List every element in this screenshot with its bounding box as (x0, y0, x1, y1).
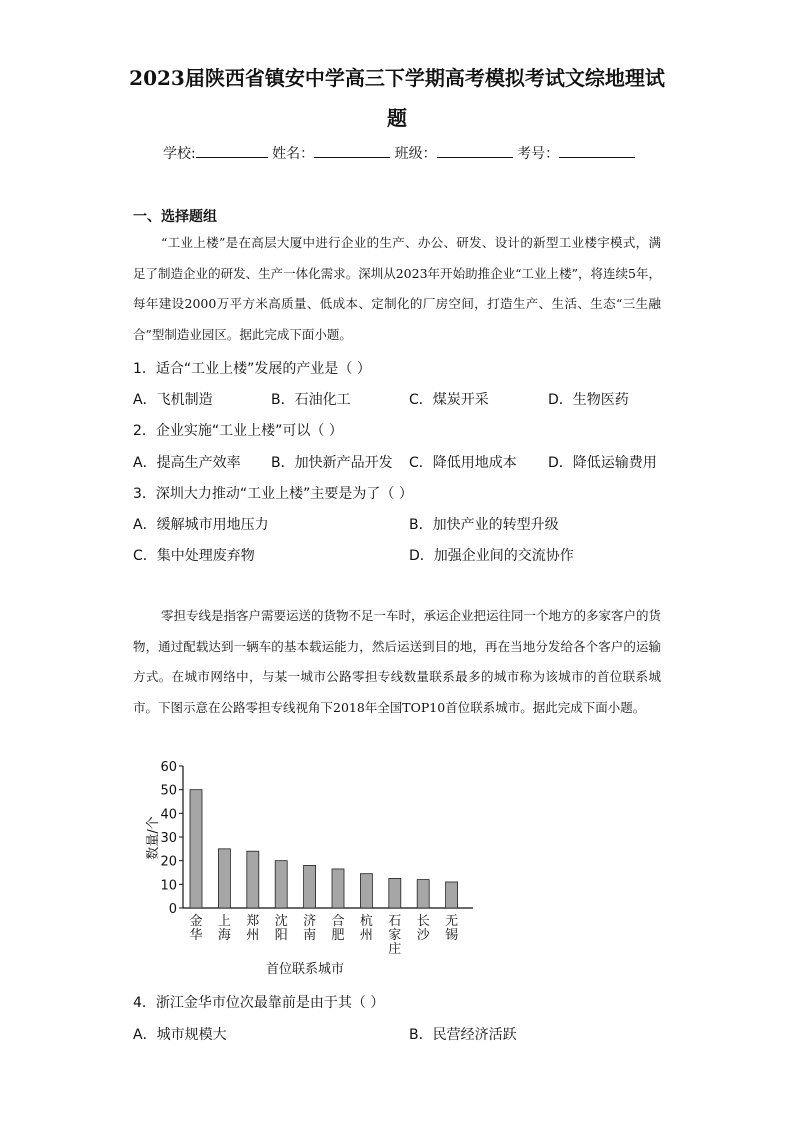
student-info-row (163, 143, 635, 163)
category-label: 海 (217, 928, 231, 943)
category-label: 肥 (331, 928, 345, 943)
passage-2-text: 零担专线是指客户需要运送的货物不足一车时，承运企业把运往同一个地方的多家客户的货物，通过配载达到一辆车的基本载运能力，然后运送到目的地，再在当地分发给各个客户的运输方式。在城市网络中，与某一城市公路零担专线数量联系最多的城市称为该城市的首位联系城市。下图示意在公路零担专线视角下2018年全国TOP10首位联系城市。据此完成下面小题。 (133, 608, 662, 716)
category-label: 沈 (274, 914, 288, 929)
passage-1 (133, 228, 661, 351)
class-label: 班级： (394, 146, 437, 162)
question-2-stem: 2．企业实施“工业上楼”可以（ ） (133, 423, 343, 439)
category-label: 沙 (416, 928, 430, 943)
question-3-option-b[interactable]: B．加快产业的转型升级 (409, 517, 559, 533)
bar (275, 861, 287, 908)
section-heading: 一、选择题组 (133, 209, 217, 225)
exam-number-blank[interactable] (559, 143, 635, 158)
question-2-option-a[interactable]: A．提高生产效率 (133, 455, 241, 471)
category-label: 阳 (274, 928, 288, 943)
passage-1-text: “工业上楼”是在高层大厦中进行企业的生产、办公、研发、设计的新型工业楼宇模式，满足了制造企业的研发、生产一体化需求。深圳从2023年开始助推企业“工业上楼”，将连续5年，每年建设2000万平方米高质量、低成本、定制化的厂房空间，打造生产、生活、生态“三生融合”型制造业园区。据此完成下面小题。 (133, 235, 661, 343)
category-label: 长 (416, 914, 430, 929)
bar (332, 869, 344, 908)
exam-number-label: 考号： (517, 146, 560, 162)
question-2-option-b[interactable]: B．加快新产品开发 (271, 455, 393, 471)
category-label: 金 (189, 914, 203, 929)
category-label: 锡 (445, 928, 459, 943)
bar (389, 878, 401, 908)
title-line-2: 题 (387, 106, 407, 130)
question-3-option-c[interactable]: C．集中处理废弃物 (133, 548, 255, 564)
question-4-option-a[interactable]: A．城市规模大 (133, 1027, 227, 1043)
school-blank[interactable] (196, 143, 268, 158)
bar-chart (140, 756, 490, 981)
y-tick-label: 40 (160, 807, 177, 823)
bar (446, 882, 458, 908)
title-line-1: 2023届陕西省镇安中学高三下学期高考模拟考试文综地理试 (129, 66, 665, 90)
passage-2 (133, 601, 661, 724)
bar (417, 880, 429, 908)
y-tick-label: 30 (160, 831, 177, 846)
question-3-option-d[interactable]: D．加强企业间的交流协作 (409, 548, 574, 564)
question-2-option-c[interactable]: C．降低用地成本 (409, 455, 517, 471)
category-label: 家 (388, 928, 402, 943)
y-tick-label: 50 (160, 783, 177, 799)
bar (218, 849, 230, 908)
category-label: 州 (246, 928, 260, 943)
category-label: 州 (359, 928, 373, 943)
question-3-option-a[interactable]: A．缓解城市用地压力 (133, 517, 269, 533)
page-title (100, 58, 694, 138)
name-label: 姓名： (272, 146, 315, 162)
question-1-option-c[interactable]: C．煤炭开采 (409, 392, 489, 408)
question-3-stem: 3．深圳大力推动“工业上楼”主要是为了（ ） (133, 486, 413, 502)
question-2-option-d[interactable]: D．降低运输费用 (548, 455, 657, 471)
y-tick-label: 60 (160, 760, 177, 775)
category-label: 庄 (388, 942, 402, 957)
name-blank[interactable] (314, 143, 390, 158)
question-1-option-d[interactable]: D．生物医药 (548, 392, 629, 408)
y-axis-label: 数量/个 (146, 816, 161, 860)
category-label: 南 (303, 928, 317, 943)
category-label: 济 (303, 914, 317, 929)
category-label: 合 (331, 914, 345, 929)
question-4-stem: 4．浙江金华市位次最靠前是由于其（ ） (133, 995, 385, 1011)
category-label: 上 (217, 914, 231, 929)
school-label: 学校: (163, 146, 196, 162)
category-label: 郑 (246, 914, 260, 929)
bar (304, 865, 316, 908)
y-tick-label: 0 (168, 902, 177, 917)
category-label: 杭 (359, 914, 373, 929)
category-label: 无 (445, 914, 459, 929)
category-label: 石 (388, 914, 402, 929)
question-4-option-b[interactable]: B．民营经济活跃 (409, 1027, 517, 1043)
x-axis-label: 首位联系城市 (265, 962, 345, 977)
bar (190, 790, 202, 908)
category-label: 华 (189, 928, 203, 943)
bar (247, 851, 259, 908)
y-tick-label: 10 (160, 878, 177, 894)
question-1-option-b[interactable]: B．石油化工 (271, 392, 351, 408)
class-blank[interactable] (437, 143, 513, 158)
bar-chart-svg (140, 756, 490, 981)
question-1-option-a[interactable]: A．飞机制造 (133, 392, 213, 408)
bar (360, 874, 372, 908)
question-1-stem: 1．适合“工业上楼”发展的产业是（ ） (133, 361, 371, 377)
y-tick-label: 20 (160, 854, 177, 870)
